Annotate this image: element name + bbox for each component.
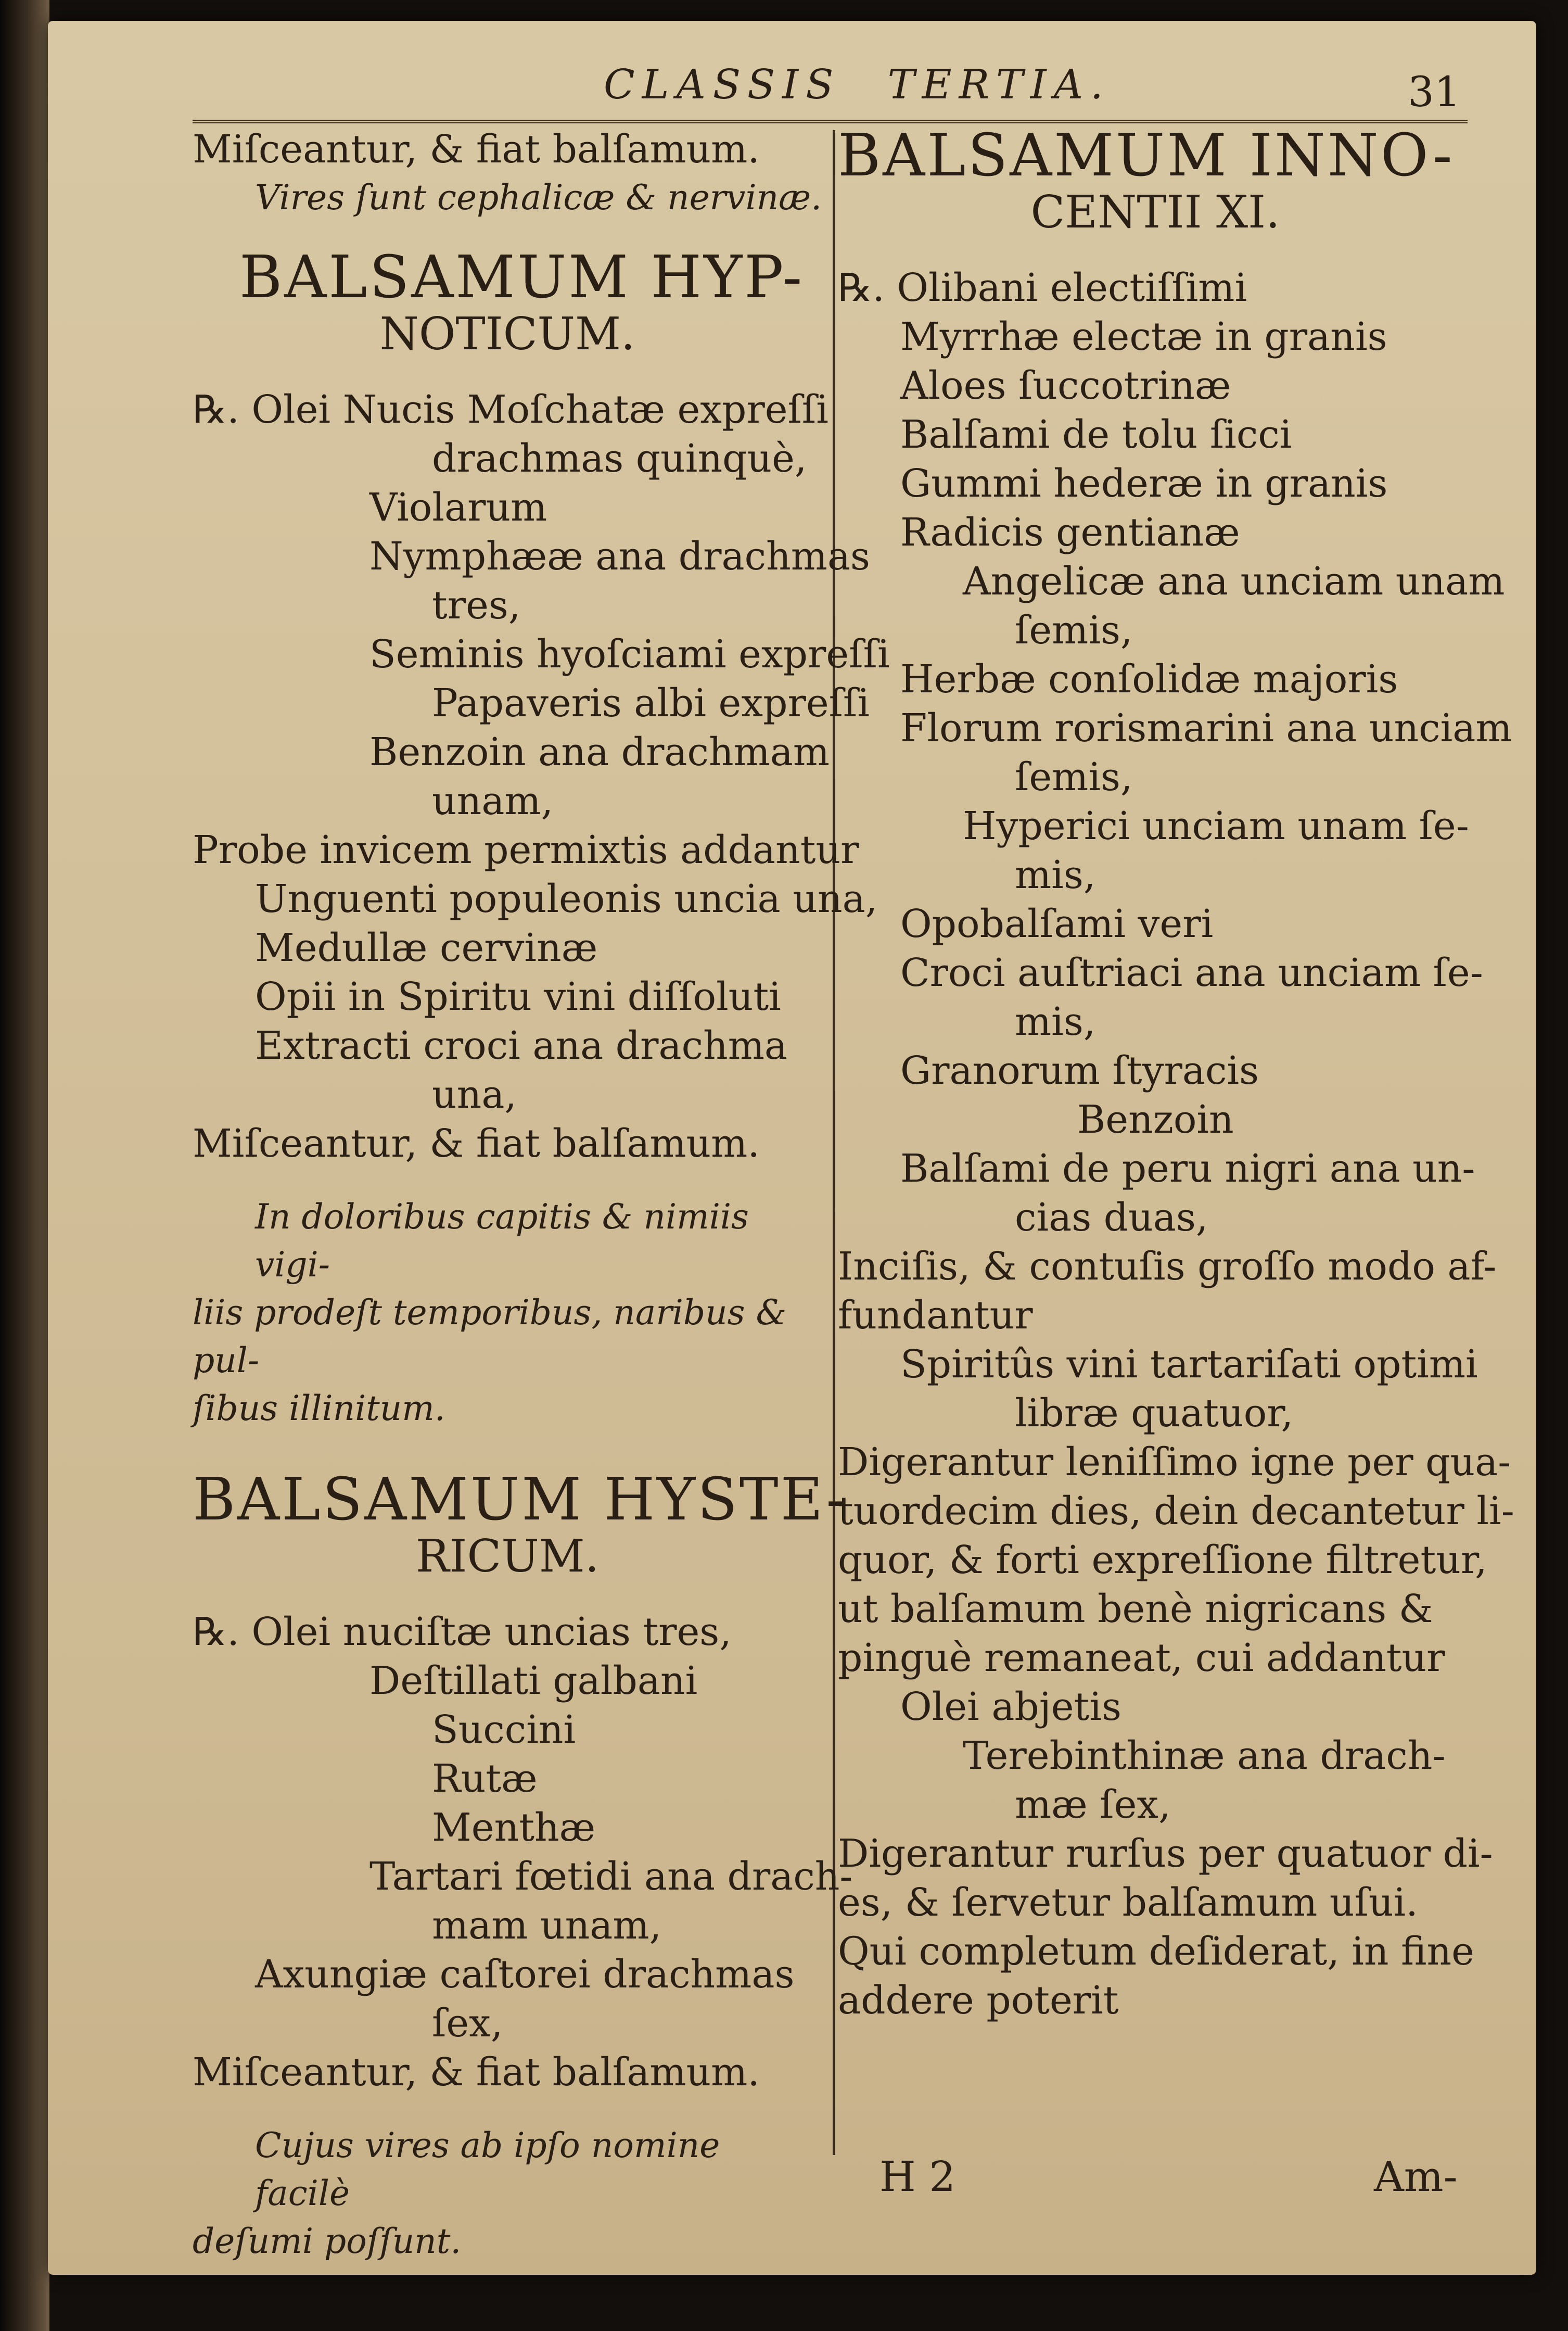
recipe-line: Tartari fœtidi ana drach- xyxy=(369,1854,853,1899)
recipe-line: pinguè remaneat, cui addantur xyxy=(838,1636,1445,1680)
recipe-line: Opobalſami veri xyxy=(900,902,1214,946)
recipe-line: Croci auſtriaci ana unciam ſe- xyxy=(900,951,1483,995)
recipe-line: Unguenti populeonis uncia una, xyxy=(255,877,878,921)
note-line: In doloribus capitis & nimiis vigi- xyxy=(255,1197,749,1285)
recipe-note xyxy=(193,2122,822,2265)
recipe-line: Florum rorismarini ana unciam xyxy=(900,706,1512,751)
recipe-lines xyxy=(193,385,890,1168)
note-line: Cujus vires ab ipſo nomine facilè xyxy=(255,2125,720,2213)
recipe-line: ſex, xyxy=(432,2001,503,2046)
recipe-title-cont: CENTII XI. xyxy=(1030,186,1280,238)
text-line: Miſceantur, & fiat balſamum. xyxy=(193,127,760,172)
recipe-line: Terebinthinæ ana drach- xyxy=(963,1733,1446,1778)
recipe-line: ℞. Olibani electiſſimi xyxy=(838,265,1247,310)
recipe-line: Benzoin xyxy=(1077,1097,1234,1142)
recipe-line: tres, xyxy=(432,583,521,628)
column-divider xyxy=(833,130,835,2155)
recipe-line: es, & ſervetur balſamum uſui. xyxy=(838,1880,1418,1925)
recipe-line: mis, xyxy=(1015,853,1096,897)
running-head-right: TERTIA. xyxy=(887,61,1111,108)
recipe-line: Menthæ xyxy=(432,1805,596,1850)
recipe-line: Inciſis, & contuſis groſſo modo af- xyxy=(838,1244,1497,1289)
book-binding xyxy=(0,0,49,2331)
right-column xyxy=(838,122,1514,2025)
recipe-title: BALSAMUM HYP- xyxy=(239,244,805,311)
recipe-line: Angelicæ ana unciam unam xyxy=(963,559,1505,604)
recipe-title-cont: RICUM. xyxy=(415,1530,600,1582)
recipe-line: Digerantur rurſus per quatuor di- xyxy=(838,1831,1493,1876)
note-line: Vires ſunt cephalicæ & nervinæ. xyxy=(255,178,822,218)
recipe-title-cont: NOTICUM. xyxy=(379,308,635,360)
recipe-line: ſemis, xyxy=(1015,755,1133,800)
recipe-line: mam unam, xyxy=(432,1903,662,1948)
note-line: ſibus illinitum. xyxy=(193,1388,445,1428)
recipe-line: Extracti croci ana drachma xyxy=(255,1023,788,1068)
page-number: 31 xyxy=(1408,68,1461,116)
running-head xyxy=(604,61,1157,108)
left-column xyxy=(193,125,890,2265)
note-line: deſumi poſſunt. xyxy=(193,2221,462,2261)
recipe-line: Herbæ conſolidæ majoris xyxy=(900,657,1398,702)
recipe-line: Hyperici unciam unam ſe- xyxy=(963,804,1469,848)
recipe-line: ut balſamum benè nigricans & xyxy=(838,1587,1433,1631)
recipe-line: Seminis hyoſciami expreſſi xyxy=(369,632,890,677)
recipe-line: ſemis, xyxy=(1015,608,1133,653)
catchword: Am- xyxy=(1374,2152,1458,2201)
recipe-note xyxy=(193,1193,822,1433)
recipe-line: Miſceantur, & fiat balſamum. xyxy=(193,1121,760,1166)
recipe-line: tuordecim dies, dein decantetur li- xyxy=(838,1489,1514,1534)
recipe-line: Deſtillati galbani xyxy=(369,1658,698,1703)
recipe-line: mæ ſex, xyxy=(1015,1782,1171,1827)
recipe-line: quor, & forti expreſſione filtretur, xyxy=(838,1538,1487,1582)
recipe-line: Papaveris albi expreſſi xyxy=(432,681,870,726)
signature-mark: H 2 xyxy=(879,2152,956,2201)
recipe-line: Succini xyxy=(432,1707,576,1752)
recipe-lines xyxy=(193,1607,853,2097)
recipe-line: Rutæ xyxy=(432,1756,538,1801)
recipe-line: Miſceantur, & fiat balſamum. xyxy=(193,2050,760,2095)
recipe-line: Opii in Spiritu vini diſſoluti xyxy=(255,974,781,1019)
recipe-line: Olei abjetis xyxy=(900,1684,1121,1729)
recipe-line: Granorum ſtyracis xyxy=(900,1048,1259,1093)
recipe-line: Aloes ſuccotrinæ xyxy=(900,363,1231,408)
recipe-line: Qui completum deſiderat, in fine xyxy=(838,1929,1474,1974)
recipe-line: unam, xyxy=(432,779,554,824)
recipe-line: Myrrhæ electæ in granis xyxy=(900,314,1387,359)
recipe-line: ℞. Olei nuciſtæ uncias tres, xyxy=(193,1610,732,1654)
recipe-line: Balſami de tolu ſicci xyxy=(900,412,1292,457)
recipe-line: ℞. Olei Nucis Moſchatæ expreſſi xyxy=(193,387,828,432)
recipe-line: Nymphææ ana drachmas xyxy=(369,534,871,579)
recipe-line: Digerantur leniſſimo igne per qua- xyxy=(838,1440,1511,1485)
recipe-line: Axungiæ caſtorei drachmas xyxy=(255,1952,795,1997)
recipe-line: Violarum xyxy=(369,485,547,530)
running-head-left: CLASSIS xyxy=(604,61,841,108)
recipe-line: una, xyxy=(432,1072,517,1117)
recipe-line: Benzoin ana drachmam xyxy=(369,730,830,775)
note-line: liis prodeſt temporibus, naribus & pul- xyxy=(193,1293,787,1380)
recipe-lines xyxy=(838,263,1514,2025)
recipe-line: Gummi hederæ in granis xyxy=(900,461,1388,506)
recipe-line: fundantur xyxy=(838,1293,1033,1338)
recipe-line: Spiritûs vini tartariſati optimi xyxy=(900,1342,1478,1387)
recipe-title: BALSAMUM INNO- xyxy=(838,122,1455,189)
recipe-line: Probe invicem permixtis addantur xyxy=(193,828,859,872)
recipe-line: drachmas quinquè, xyxy=(432,436,807,481)
recipe-line: Balſami de peru nigri ana un- xyxy=(900,1146,1475,1191)
recipe-title: BALSAMUM HYSTE- xyxy=(193,1466,848,1534)
recipe-line: libræ quatuor, xyxy=(1015,1391,1294,1436)
recipe-line: Medullæ cervinæ xyxy=(255,926,598,970)
recipe-line: mis, xyxy=(1015,999,1096,1044)
recipe-line: Radicis gentianæ xyxy=(900,510,1240,555)
recipe-line: addere poterit xyxy=(838,1978,1119,2023)
recipe-line: cias duas, xyxy=(1015,1195,1208,1240)
